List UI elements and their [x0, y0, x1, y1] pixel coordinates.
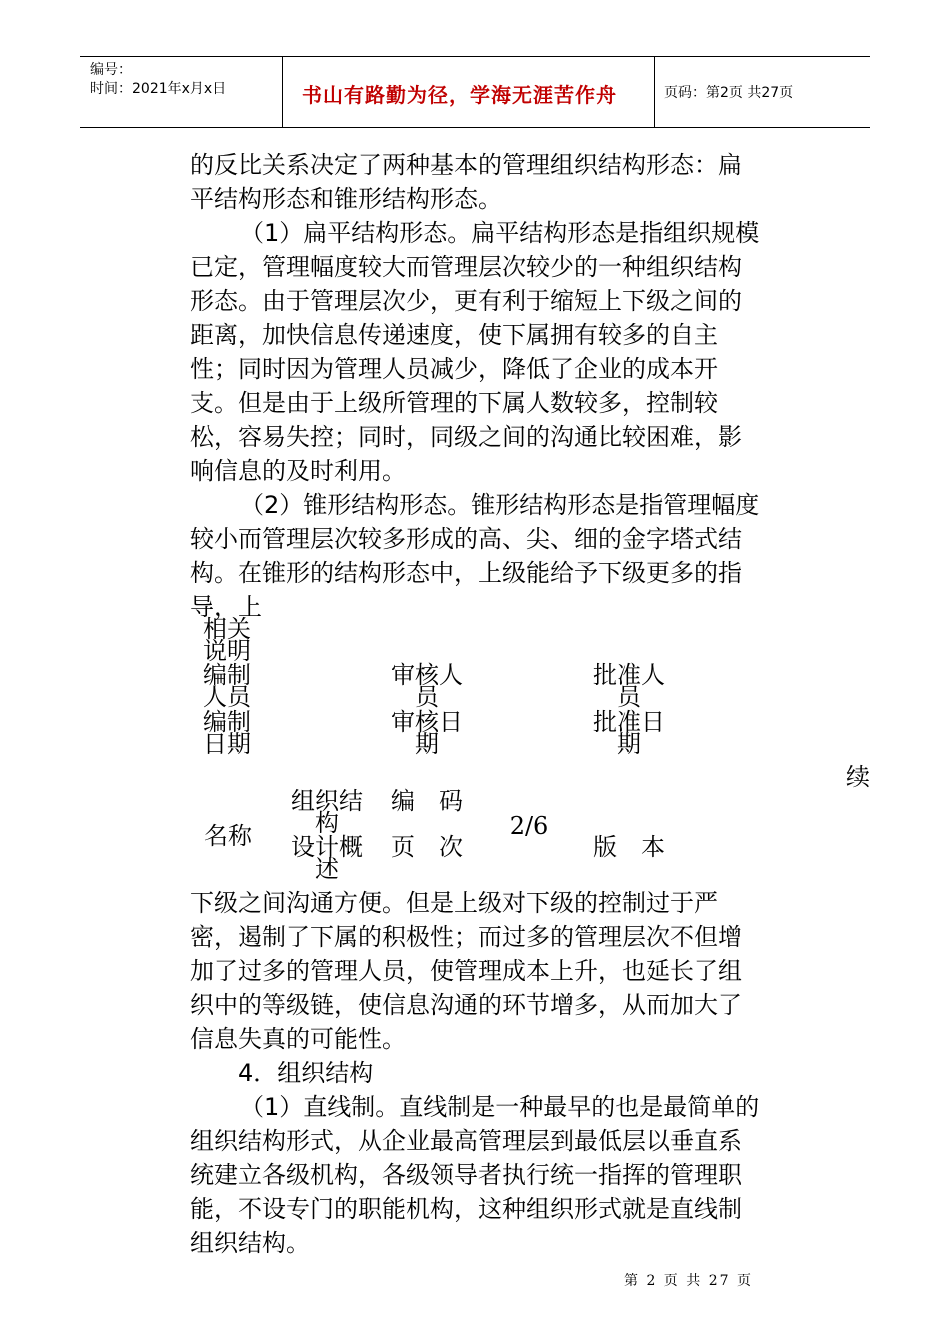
- form-approver: 批准人 员: [593, 661, 665, 711]
- form-name-label: 名称: [204, 822, 252, 850]
- document-number-label: 编号：: [90, 62, 132, 78]
- form-related-notes: 相关 说明: [203, 615, 251, 665]
- paragraph: （1）扁平结构形态。扁平结构形态是指组织规模已定，管理幅度较大而管理层次较少的一种组织结构形态。由于管理层次少，更有利于缩短上下级之间的距离，加快信息传递速度，使下属拥有较多的自主性；同时因为管理人员减少，降低了企业的成本开支。但是由于上级所管理的下属人数较多，控制较松，容易失控；同时，同级之间的沟通比较困难，影响信息的及时利用。: [190, 219, 760, 485]
- form-code-label: 编 码: [391, 787, 463, 815]
- body-text-lower: [190, 886, 762, 1260]
- form-version-label: 版 本: [593, 833, 665, 861]
- form-page-value: 2/6: [509, 812, 549, 840]
- form-reviewer: 审核人 员: [391, 661, 463, 711]
- form-design-overview: 设计概 述: [291, 833, 363, 883]
- page-footer: 第 2 页 共 27 页: [624, 1273, 753, 1289]
- paragraph: 下级之间沟通方便。但是上级对下级的控制过于严密，遏制了下属的积极性；而过多的管理层次不但增加了过多的管理人员，使管理成本上升，也延长了组织中的等级链，使信息沟通的环节增多，从而加大了信息失真的可能性。: [190, 889, 742, 1053]
- header-divider: [282, 57, 283, 127]
- page-header: [80, 56, 870, 128]
- form-review-date: 审核日 期: [391, 708, 463, 758]
- form-approve-date: 批准日 期: [593, 708, 665, 758]
- header-divider: [654, 57, 655, 127]
- form-prepared-date: 编制 日期: [203, 708, 251, 758]
- paragraph: （1）直线制。直线制是一种最早的也是最简单的组织结构形式，从企业最高管理层到最低层以垂直系统建立各级机构，各级领导者执行统一指挥的管理职能，不设专门的职能机构，这种组织形式就是直线制组织结构。: [190, 1093, 760, 1257]
- header-page-info: 页码：第2页 共27页: [664, 85, 794, 101]
- form-org-structure: 组织结 构: [291, 787, 363, 837]
- form-prepared-by: 编制 人员: [203, 661, 251, 711]
- section-heading: 4．组织结构: [238, 1059, 374, 1087]
- body-text-upper: [190, 148, 762, 624]
- form-continued-label: 续: [846, 763, 870, 791]
- paragraph: （2）锥形结构形态。锥形结构形态是指管理幅度较小而管理层次较多形成的高、尖、细的金字塔式结构。在锥形的结构形态中，上级能给予下级更多的指导，上: [190, 491, 760, 621]
- header-meta: [90, 61, 226, 99]
- form-page-count-label: 页 次: [391, 833, 463, 861]
- document-time-label: 时间：2021年x月x日: [90, 81, 227, 97]
- header-motto: 书山有路勤为径，学海无涯苦作舟: [302, 83, 617, 107]
- paragraph: 的反比关系决定了两种基本的管理组织结构形态：扁平结构形态和锥形结构形态。: [190, 151, 742, 213]
